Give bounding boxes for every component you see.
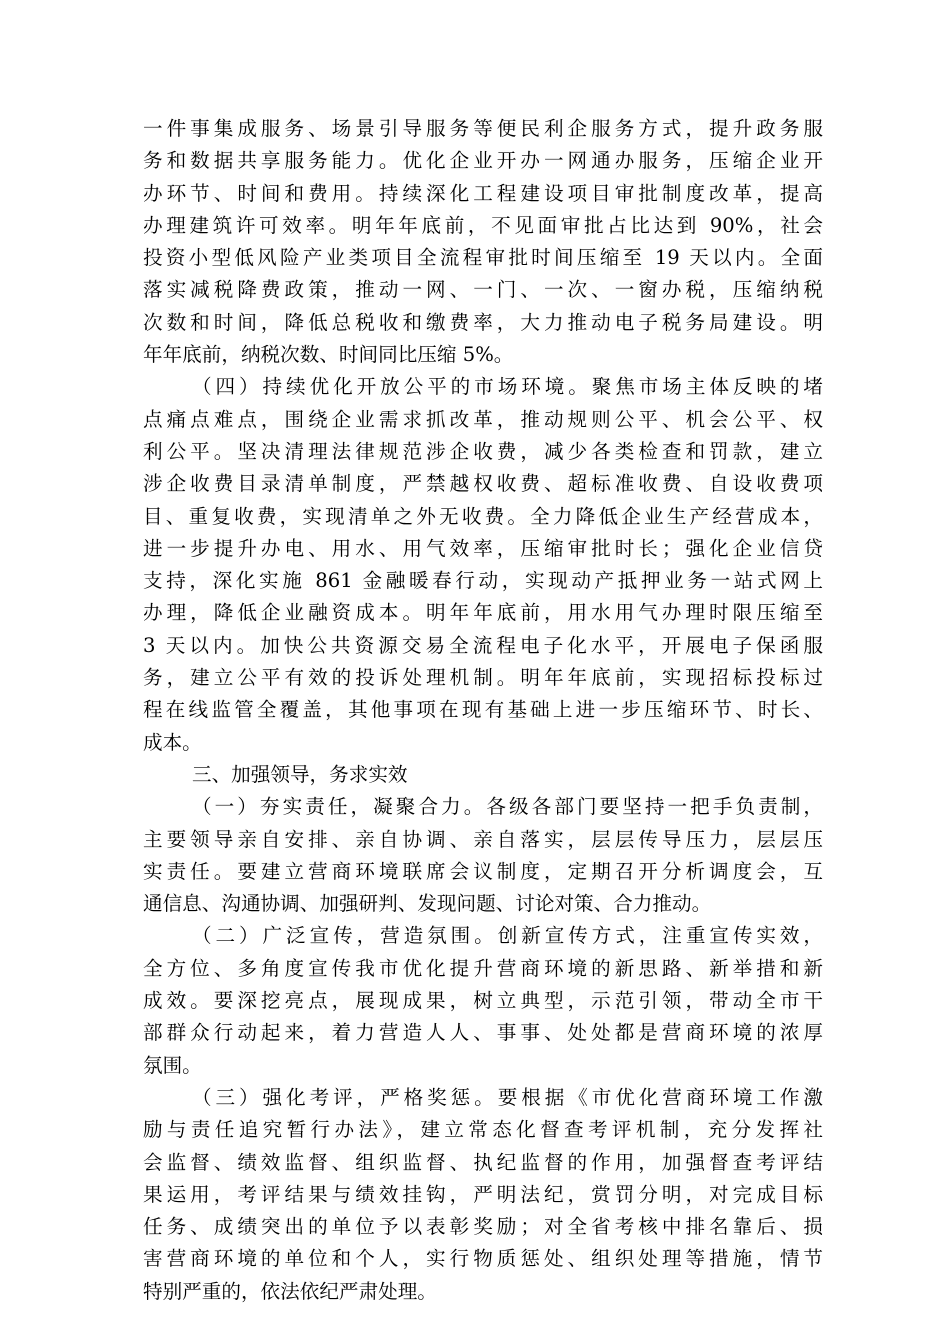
text-line: 务，建立公平有效的投诉处理机制。明年年底前，实现招标投标过 — [143, 666, 823, 690]
text-line: 目、重复收费，实现清单之外无收费。全力降低企业生产经营成本， — [143, 504, 823, 528]
text-line: 办理，降低企业融资成本。明年年底前，用水用气办理时限压缩至 — [143, 601, 823, 625]
text-line: 特别严重的，依法依纪严肃处理。 — [143, 1279, 437, 1303]
text-line: 部群众行动起来，着力营造人人、事事、处处都是营商环境的浓厚 — [143, 1021, 823, 1045]
text-line: 务和数据共享服务能力。优化企业开办一网通办服务，压缩企业开 — [143, 149, 823, 173]
text-line: 次数和时间，降低总税收和缴费率，大力推动电子税务局建设。明 — [143, 310, 823, 334]
paragraph-first-line: （一）夯实责任，凝聚合力。各级各部门要坚持一把手负责制， — [192, 795, 823, 819]
text-line: 成本。 — [143, 730, 202, 754]
text-line: 任务、成绩突出的单位予以表彰奖励；对全省考核中排名靠后、损 — [143, 1215, 823, 1239]
text-line: 年年底前，纳税次数、时间同比压缩 5%。 — [143, 343, 514, 367]
text-line: 落实减税降费政策，推动一网、一门、一次、一窗办税，压缩纳税 — [143, 278, 823, 302]
text-line: 3 天以内。加快公共资源交易全流程电子化水平，开展电子保函服 — [143, 633, 823, 657]
text-line: 主要领导亲自安排、亲自协调、亲自落实，层层传导压力，层层压 — [143, 827, 823, 851]
text-line: 投资小型低风险产业类项目全流程审批时间压缩至 19 天以内。全面 — [143, 246, 823, 270]
text-line: 进一步提升办电、用水、用气效率，压缩审批时长；强化企业信贷 — [143, 536, 823, 560]
text-line: 程在线监管全覆盖，其他事项在现有基础上进一步压缩环节、时长、 — [143, 698, 823, 722]
document-body — [143, 113, 823, 1308]
text-line: 点痛点难点，围绕企业需求抓改革，推动规则公平、机会公平、权 — [143, 407, 823, 431]
text-line: 利公平。坚决清理法律规范涉企收费，减少各类检查和罚款，建立 — [143, 439, 823, 463]
text-line: 一件事集成服务、场景引导服务等便民利企服务方式，提升政务服 — [143, 117, 823, 140]
text-line: 氛围。 — [143, 1053, 202, 1077]
paragraph-first-line: （三）强化考评，严格奖惩。要根据《市优化营商环境工作激 — [192, 1085, 823, 1109]
text-line: 办环节、时间和费用。持续深化工程建设项目审批制度改革，提高 — [143, 181, 823, 205]
text-line: 果运用，考评结果与绩效挂钩，严明法纪，赏罚分明，对完成目标 — [143, 1182, 823, 1206]
text-line: 成效。要深挖亮点，展现成果，树立典型，示范引领，带动全市干 — [143, 989, 823, 1013]
text-line: 实责任。要建立营商环境联席会议制度，定期召开分析调度会，互 — [143, 859, 823, 883]
text-line: 全方位、多角度宣传我市优化提升营商环境的新思路、新举措和新 — [143, 956, 823, 980]
text-line: 涉企收费目录清单制度，严禁越权收费、超标准收费、自设收费项 — [143, 472, 823, 496]
text-line: 支持，深化实施 861 金融暖春行动，实现动产抵押业务一站式网上 — [143, 569, 823, 593]
text-line: 励与责任追究暂行办法》，建立常态化督查考评机制，充分发挥社 — [143, 1118, 823, 1142]
text-line: 会监督、绩效监督、组织监督、执纪监督的作用，加强督查考评结 — [143, 1150, 823, 1174]
paragraph-first-line: （二）广泛宣传，营造氛围。创新宣传方式，注重宣传实效， — [192, 924, 823, 948]
text-line: 害营商环境的单位和个人，实行物质惩处、组织处理等措施，情节 — [143, 1247, 823, 1271]
paragraph-first-line: （四）持续优化开放公平的市场环境。聚焦市场主体反映的堵 — [192, 375, 823, 399]
text-line: 通信息、沟通协调、加强研判、发现问题、讨论对策、合力推动。 — [143, 892, 712, 916]
text-line: 办理建筑许可效率。明年年底前，不见面审批占比达到 90%，社会 — [143, 213, 823, 237]
paragraph-first-line: 三、加强领导，务求实效 — [192, 762, 408, 786]
